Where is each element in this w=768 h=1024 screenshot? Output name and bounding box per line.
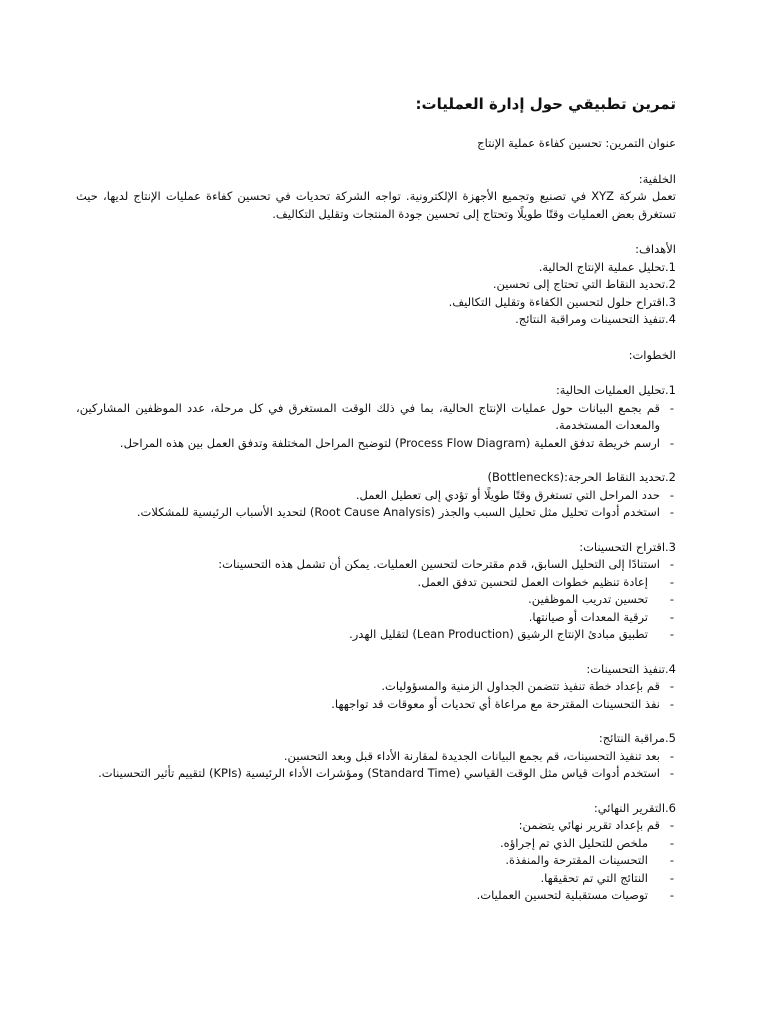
step-sub-bullet: - تحسين تدريب الموظفين. bbox=[76, 591, 676, 609]
step-sub-bullet: - إعادة تنظيم خطوات العمل لتحسين تدفق العمل. bbox=[76, 574, 676, 592]
step-sub-bullet: - النتائج التي تم تحقيقها. bbox=[76, 870, 676, 888]
step-bullet: - استخدم أدوات قياس مثل الوقت القياسي (Standard Time) ومؤشرات الأداء الرئيسية (KPIs) لتقييم تأثير التحسينات. bbox=[76, 765, 676, 783]
step-bullet: - نفذ التحسينات المقترحة مع مراعاة أي تحديات أو معوقات قد تواجهها. bbox=[76, 696, 676, 714]
step-sub-bullet: - توصيات مستقبلية لتحسين العمليات. bbox=[76, 887, 676, 905]
step-sub-bullets bbox=[76, 835, 676, 905]
step-bullet: - استخدم أدوات تحليل مثل تحليل السبب والجذر (Root Cause Analysis) لتحديد الأسباب الرئيسية للمشكلات. bbox=[76, 504, 676, 522]
step-title: 2.تحديد النقاط الحرجة:(Bottlenecks) bbox=[487, 470, 676, 484]
exercise-subtitle: عنوان التمرين: تحسين كفاءة عملية الإنتاج bbox=[477, 136, 676, 150]
step-sub-bullet: - ملخص للتحليل الذي تم إجراؤه. bbox=[76, 835, 676, 853]
step-bullet: - بعد تنفيذ التحسينات، قم بجمع البيانات الجديدة لمقارنة الأداء قبل وبعد التحسين. bbox=[76, 748, 676, 766]
step-bullet: - استنادًا إلى التحليل السابق، قدم مقترحات لتحسين العمليات. يمكن أن تشمل هذه التحسينات: bbox=[76, 556, 676, 574]
step-title: 6.التقرير النهائي: bbox=[593, 800, 676, 815]
document-body bbox=[76, 93, 676, 922]
step-sub-bullet: - تطبيق مبادئ الإنتاج الرشيق (Lean Production) لتقليل الهدر. bbox=[76, 626, 676, 644]
step-1 bbox=[76, 382, 676, 452]
goal-item: 4.تنفيذ التحسينات ومراقبة النتائج. bbox=[515, 312, 676, 326]
step-bullets bbox=[76, 487, 676, 522]
step-2 bbox=[76, 469, 676, 522]
step-sub-bullet: - ترقية المعدات أو صيانتها. bbox=[76, 609, 676, 627]
step-bullets bbox=[76, 678, 676, 713]
step-title: 5.مراقبة النتائج: bbox=[598, 731, 676, 745]
goals-heading: الأهداف: bbox=[635, 242, 676, 256]
step-sub-bullet: - التحسينات المقترحة والمنفذة. bbox=[76, 852, 676, 870]
step-title: 1.تحليل العمليات الحالية: bbox=[555, 383, 676, 397]
step-sub-bullets bbox=[76, 574, 676, 644]
background-section bbox=[76, 171, 676, 224]
step-bullet: - قم بجمع البيانات حول عمليات الإنتاج الحالية، بما في ذلك الوقت المستغرق في كل مرحلة، عدد الموظفين المشاركين، والمعدات المستخدمة. bbox=[76, 400, 676, 435]
goal-item: 2.تحديد النقاط التي تحتاج إلى تحسين. bbox=[492, 277, 676, 291]
goal-item: 1.تحليل عملية الإنتاج الحالية. bbox=[538, 259, 676, 274]
goal-item: 3.اقتراح حلول لتحسين الكفاءة وتقليل التكاليف. bbox=[448, 294, 676, 309]
step-bullets bbox=[76, 556, 676, 574]
step-bullet: - قم بإعداد تقرير نهائي يتضمن: bbox=[76, 817, 676, 835]
step-4 bbox=[76, 661, 676, 714]
step-5 bbox=[76, 730, 676, 783]
goals-list bbox=[76, 259, 676, 329]
step-title: 4.تنفيذ التحسينات: bbox=[586, 661, 676, 676]
step-bullet: - ارسم خريطة تدفق العملية (Process Flow Diagram) لتوضيح المراحل المختلفة وتدفق العمل بين هذه المراحل. bbox=[76, 435, 676, 453]
goals-section bbox=[76, 241, 676, 329]
background-text: تعمل شركة XYZ في تصنيع وتجميع الأجهزة الإلكترونية. تواجه الشركة تحديات في تحسين كفاءة عمليات الإنتاج لديها، حيث تستغرق بعض العمليات وقتًا طويلًا وتحتاج إلى تحسين جودة المنتجات وتقليل التكاليف. bbox=[76, 189, 676, 221]
document-title: تمرين تطبيقي حول إدارة العمليات: bbox=[415, 95, 676, 113]
steps-heading-section bbox=[76, 347, 676, 365]
step-title: 3.اقتراح التحسينات: bbox=[579, 539, 676, 554]
steps-heading: الخطوات: bbox=[628, 347, 676, 362]
step-bullets bbox=[76, 817, 676, 835]
step-3 bbox=[76, 539, 676, 644]
background-heading: الخلفية: bbox=[638, 171, 676, 186]
step-bullet: - قم بإعداد خطة تنفيذ تتضمن الجداول الزمنية والمسؤوليات. bbox=[76, 678, 676, 696]
step-6 bbox=[76, 800, 676, 905]
step-bullet: - حدد المراحل التي تستغرق وقتًا طويلًا أو تؤدي إلى تعطيل العمل. bbox=[76, 487, 676, 505]
step-bullets bbox=[76, 748, 676, 783]
step-bullets bbox=[76, 400, 676, 453]
